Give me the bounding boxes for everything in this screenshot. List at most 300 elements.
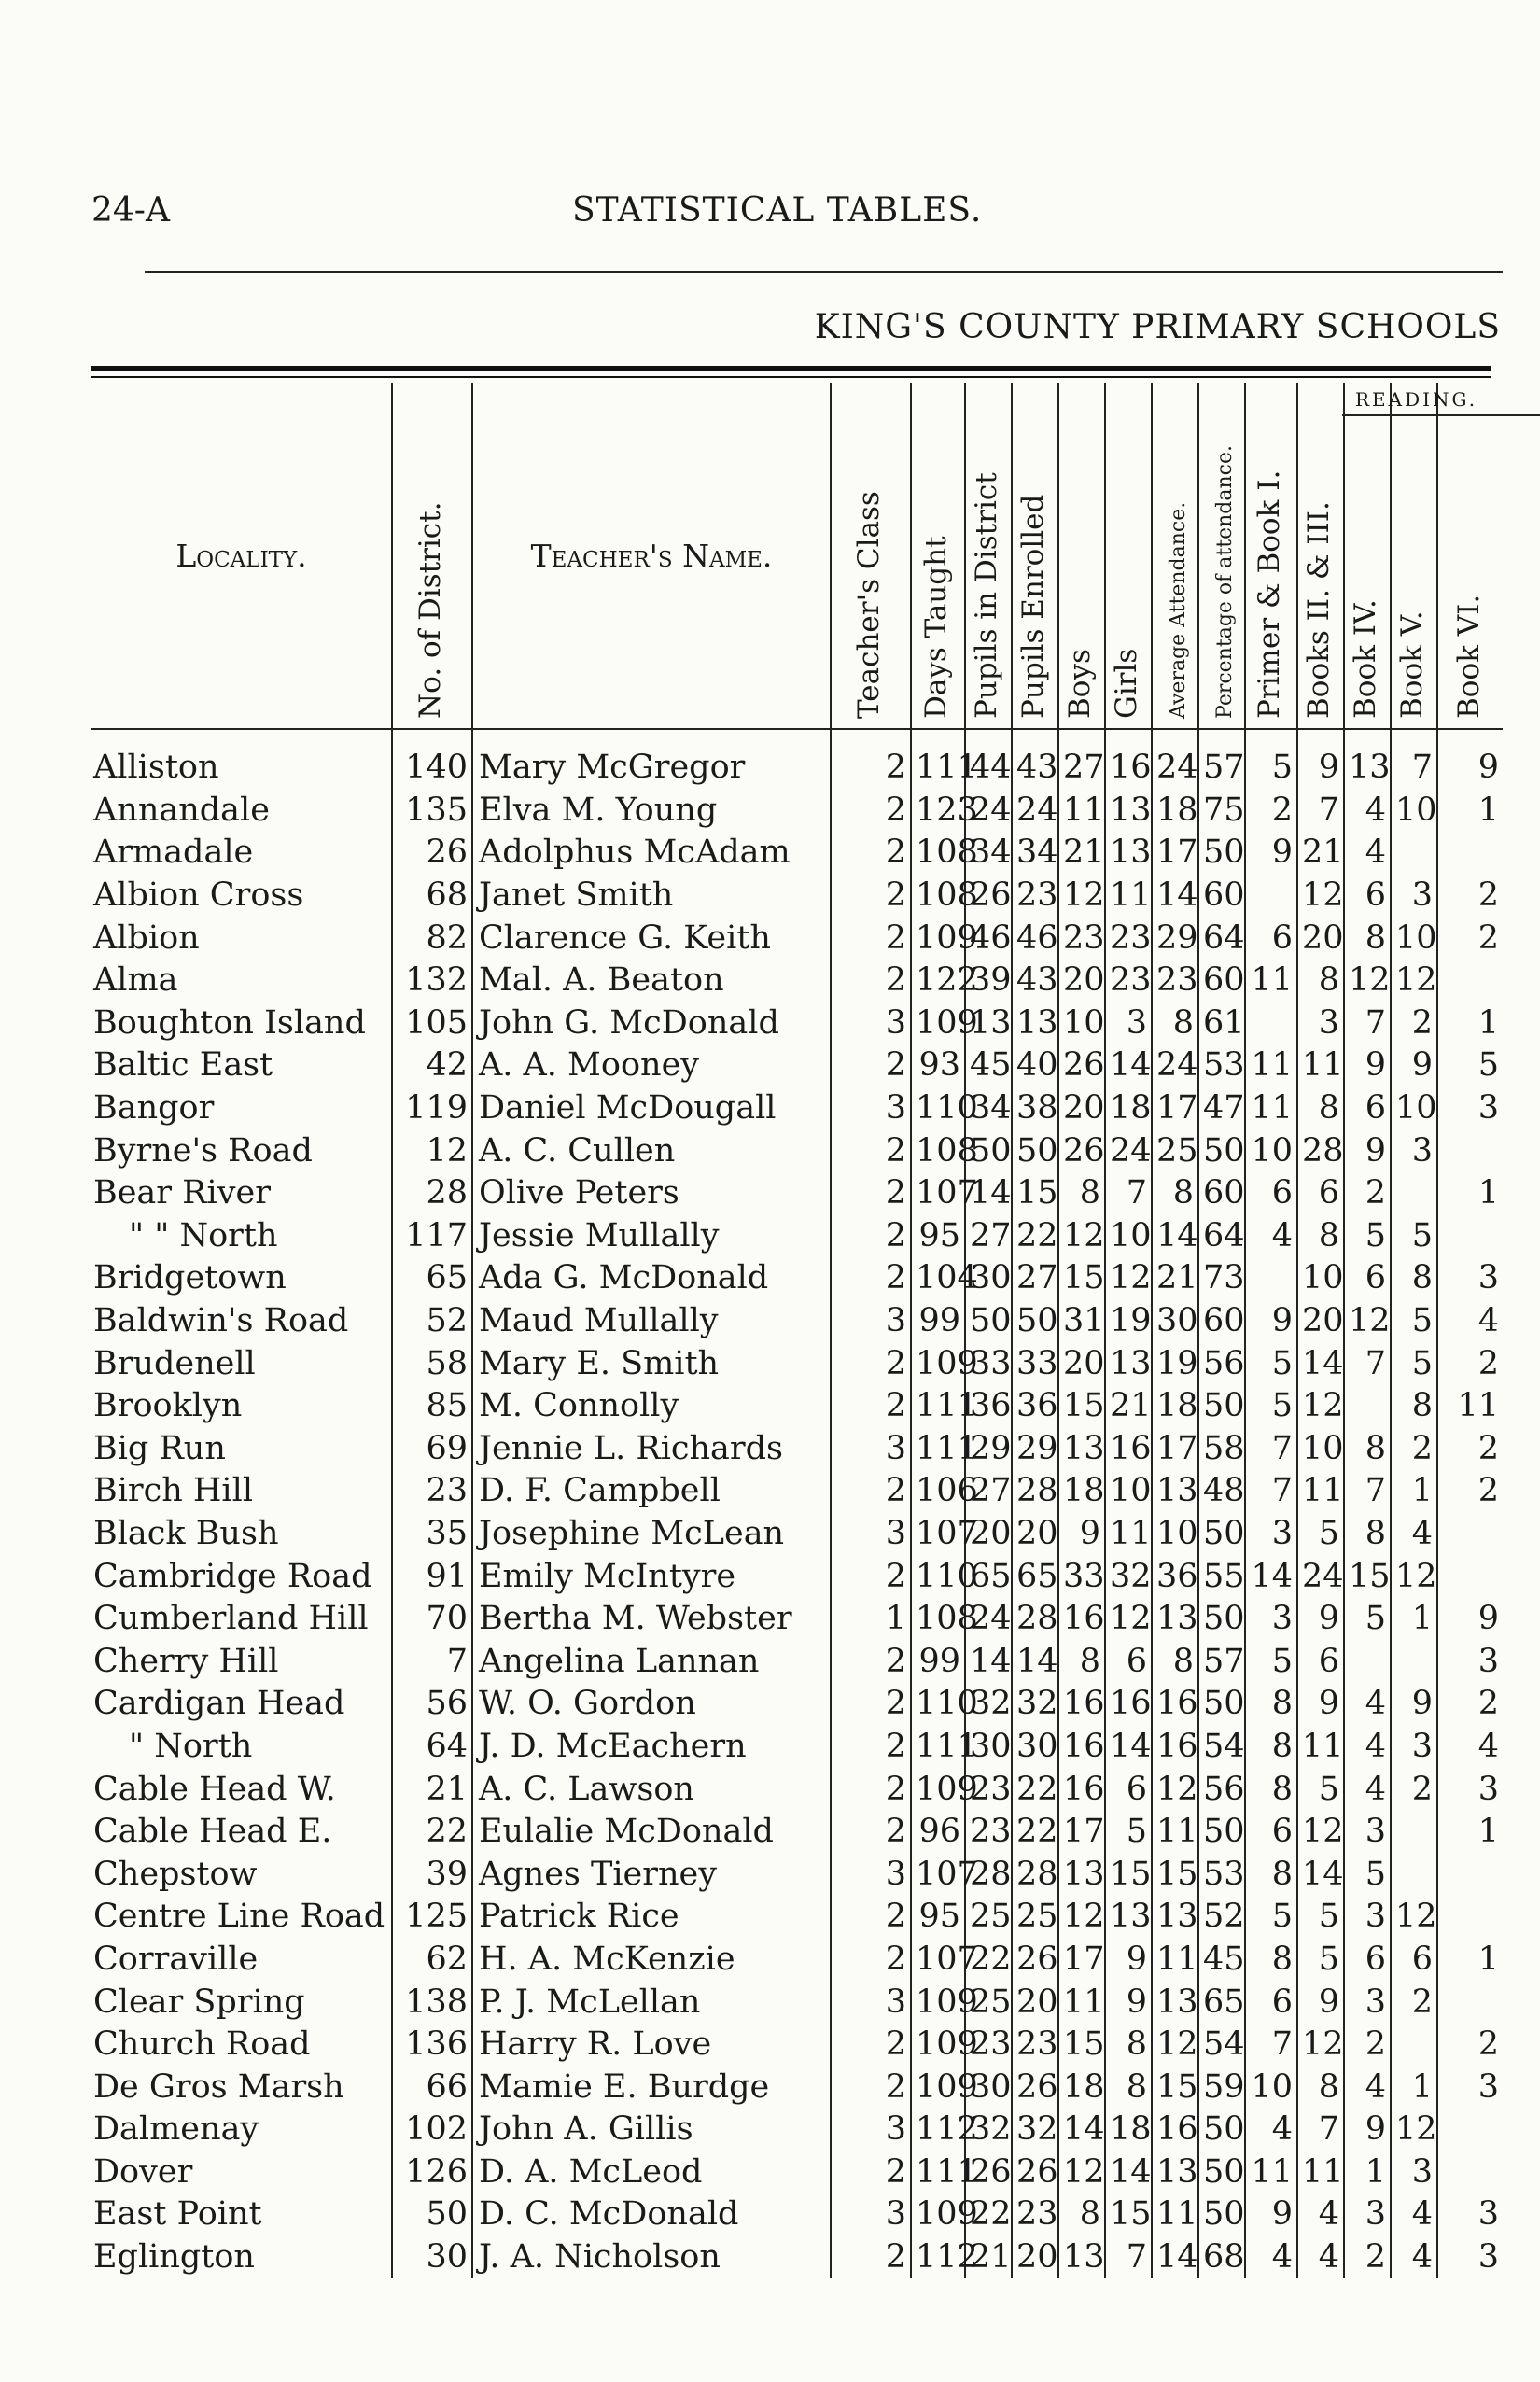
cell-locality: Baldwin's Road xyxy=(93,1302,349,1340)
cell-boys: 16 xyxy=(1058,1726,1105,1769)
table-row xyxy=(91,1981,1503,2024)
table-row xyxy=(91,2109,1503,2151)
cell-books-2-3: 5 xyxy=(1297,1939,1344,1982)
cell-book-4: 3 xyxy=(1344,1981,1391,2024)
cell-teacher-name: Harry R. Love xyxy=(472,2024,831,2067)
cell-locality: Armadale xyxy=(93,834,254,872)
cell-book-4: 6 xyxy=(1344,875,1391,918)
cell-pupils-enrolled: 22 xyxy=(1012,1811,1058,1854)
cell-girls: 23 xyxy=(1105,917,1152,960)
cell-pupils-enrolled: 28 xyxy=(1012,1853,1058,1896)
cell-teacher-name: Jessie Mullally xyxy=(472,1215,831,1258)
cell-book-6: 5 xyxy=(1437,1044,1503,1087)
statistics-table-wrapper xyxy=(91,383,1503,2278)
cell-teacher-class: 3 xyxy=(831,1002,911,1045)
cell-book-5: 2 xyxy=(1391,1002,1437,1045)
cell-pupils-enrolled: 23 xyxy=(1012,2193,1058,2236)
cell-book-4: 7 xyxy=(1344,1342,1391,1385)
cell-pupils-enrolled: 50 xyxy=(1012,1129,1058,1172)
table-row xyxy=(91,1683,1503,1726)
cell-primer-book1: 3 xyxy=(1245,1513,1297,1556)
cell-book-4: 8 xyxy=(1344,1513,1391,1556)
cell-boys: 13 xyxy=(1058,1853,1105,1896)
cell-days-taught: 104 xyxy=(911,1257,965,1300)
cell-teacher-name: Bertha M. Webster xyxy=(472,1598,831,1641)
table-row xyxy=(91,2193,1503,2236)
cell-book-5: 10 xyxy=(1391,1087,1437,1130)
table-row xyxy=(91,1726,1503,1769)
table-row xyxy=(91,1640,1503,1683)
cell-days-taught: 96 xyxy=(911,1811,965,1854)
cell-locality: Bridgetown xyxy=(93,1259,287,1297)
cell-boys: 13 xyxy=(1058,2236,1105,2279)
cell-books-2-3: 5 xyxy=(1297,1513,1344,1556)
cell-percentage-attendance: 48 xyxy=(1198,1470,1245,1513)
cell-girls: 11 xyxy=(1105,1513,1152,1556)
cell-primer-book1: 11 xyxy=(1245,1044,1297,1087)
table-row xyxy=(91,1044,1503,1087)
table-row xyxy=(91,2151,1503,2194)
cell-teacher-name: A. A. Mooney xyxy=(472,1044,831,1087)
cell-average-attendance: 18 xyxy=(1152,790,1198,833)
col-teacher-name: Teacher's Name. xyxy=(472,383,831,729)
cell-days-taught: 111 xyxy=(911,729,965,790)
cell-percentage-attendance: 50 xyxy=(1198,1811,1245,1854)
cell-primer-book1: 3 xyxy=(1245,1598,1297,1641)
cell-average-attendance: 16 xyxy=(1152,1726,1198,1769)
cell-teacher-class: 2 xyxy=(831,1811,911,1854)
cell-pupils-enrolled: 26 xyxy=(1012,1939,1058,1982)
table-row xyxy=(91,1853,1503,1896)
cell-primer-book1: 8 xyxy=(1245,1768,1297,1811)
cell-teacher-name: Mamie E. Burdge xyxy=(472,2066,831,2109)
cell-books-2-3: 14 xyxy=(1297,1342,1344,1385)
cell-days-taught: 111 xyxy=(911,1385,965,1428)
cell-pupils-enrolled: 20 xyxy=(1012,2236,1058,2279)
cell-pupils-in-district: 65 xyxy=(965,1555,1012,1598)
cell-locality: Cherry Hill xyxy=(93,1642,279,1680)
cell-book-5: 2 xyxy=(1391,1981,1437,2024)
cell-boys: 16 xyxy=(1058,1683,1105,1726)
table-row xyxy=(91,1385,1503,1428)
table-row xyxy=(91,1215,1503,1258)
cell-teacher-class: 3 xyxy=(831,1300,911,1343)
cell-book-4: 5 xyxy=(1344,1598,1391,1641)
cell-book-5: 1 xyxy=(1391,1470,1437,1513)
cell-percentage-attendance: 75 xyxy=(1198,790,1245,833)
cell-books-2-3: 9 xyxy=(1297,729,1344,790)
cell-percentage-attendance: 60 xyxy=(1198,960,1245,1002)
cell-pupils-in-district: 34 xyxy=(965,832,1012,875)
cell-locality: Brooklyn xyxy=(93,1387,243,1425)
cell-teacher-class: 2 xyxy=(831,1044,911,1087)
cell-book-4: 3 xyxy=(1344,1811,1391,1854)
cell-locality: Cable Head W. xyxy=(93,1770,336,1808)
cell-district-no: 102 xyxy=(392,2109,472,2151)
cell-percentage-attendance: 50 xyxy=(1198,832,1245,875)
cell-percentage-attendance: 50 xyxy=(1198,2193,1245,2236)
cell-book-6: 2 xyxy=(1437,875,1503,918)
cell-boys: 8 xyxy=(1058,1172,1105,1215)
table-top-rule-inner xyxy=(91,376,1491,378)
cell-locality: De Gros Marsh xyxy=(93,2067,344,2106)
cell-primer-book1: 5 xyxy=(1245,1342,1297,1385)
cell-books-2-3: 12 xyxy=(1297,1385,1344,1428)
cell-pupils-in-district: 30 xyxy=(965,1257,1012,1300)
cell-locality: Clear Spring xyxy=(93,1983,305,2021)
table-row xyxy=(91,729,1503,790)
cell-books-2-3: 12 xyxy=(1297,2024,1344,2067)
cell-locality: Eglington xyxy=(93,2238,255,2277)
cell-average-attendance: 14 xyxy=(1152,1215,1198,1258)
cell-boys: 14 xyxy=(1058,2109,1105,2151)
cell-boys: 17 xyxy=(1058,1811,1105,1854)
cell-boys: 23 xyxy=(1058,917,1105,960)
cell-books-2-3: 7 xyxy=(1297,2109,1344,2151)
cell-percentage-attendance: 50 xyxy=(1198,1513,1245,1556)
table-row xyxy=(91,1470,1503,1513)
cell-days-taught: 110 xyxy=(911,1087,965,1130)
cell-district-no: 22 xyxy=(392,1811,472,1854)
cell-pupils-enrolled: 33 xyxy=(1012,1342,1058,1385)
cell-book-4: 4 xyxy=(1344,1683,1391,1726)
cell-primer-book1: 5 xyxy=(1245,729,1297,790)
cell-locality: Big Run xyxy=(93,1429,226,1467)
cell-girls: 12 xyxy=(1105,1257,1152,1300)
cell-teacher-class: 2 xyxy=(831,917,911,960)
cell-teacher-class: 2 xyxy=(831,790,911,833)
cell-teacher-name: D. C. McDonald xyxy=(472,2193,831,2236)
cell-pupils-enrolled: 13 xyxy=(1012,1002,1058,1045)
table-row xyxy=(91,1257,1503,1300)
cell-primer-book1: 8 xyxy=(1245,1853,1297,1896)
cell-book-5: 4 xyxy=(1391,2236,1437,2279)
cell-district-no: 125 xyxy=(392,1896,472,1939)
cell-book-6 xyxy=(1437,960,1503,1002)
cell-girls: 8 xyxy=(1105,2024,1152,2067)
cell-average-attendance: 19 xyxy=(1152,1342,1198,1385)
cell-teacher-class: 2 xyxy=(831,1215,911,1258)
cell-days-taught: 122 xyxy=(911,960,965,1002)
reading-group-label: READING. xyxy=(1355,388,1478,411)
cell-pupils-in-district: 14 xyxy=(965,1172,1012,1215)
cell-book-6: 2 xyxy=(1437,2024,1503,2067)
cell-pupils-enrolled: 43 xyxy=(1012,729,1058,790)
cell-average-attendance: 11 xyxy=(1152,1939,1198,1982)
cell-book-5: 3 xyxy=(1391,1726,1437,1769)
header-rule xyxy=(145,271,1503,273)
cell-primer-book1: 6 xyxy=(1245,1172,1297,1215)
cell-primer-book1: 7 xyxy=(1245,2024,1297,2067)
cell-girls: 32 xyxy=(1105,1555,1152,1598)
cell-percentage-attendance: 57 xyxy=(1198,1640,1245,1683)
cell-district-no: 7 xyxy=(392,1640,472,1683)
running-title: STATISTICAL TABLES. xyxy=(572,191,983,230)
cell-primer-book1 xyxy=(1245,1002,1297,1045)
cell-primer-book1: 7 xyxy=(1245,1428,1297,1471)
cell-average-attendance: 23 xyxy=(1152,960,1198,1002)
cell-percentage-attendance: 61 xyxy=(1198,1002,1245,1045)
cell-book-4: 8 xyxy=(1344,917,1391,960)
cell-book-6: 11 xyxy=(1437,1385,1503,1428)
cell-book-6: 4 xyxy=(1437,1726,1503,1769)
cell-book-6 xyxy=(1437,1555,1503,1598)
cell-average-attendance: 15 xyxy=(1152,1853,1198,1896)
cell-district-no: 82 xyxy=(392,917,472,960)
cell-district-no: 65 xyxy=(392,1257,472,1300)
cell-boys: 16 xyxy=(1058,1598,1105,1641)
cell-district-no: 12 xyxy=(392,1129,472,1172)
table-row xyxy=(91,1172,1503,1215)
cell-book-4: 7 xyxy=(1344,1470,1391,1513)
cell-teacher-class: 3 xyxy=(831,1981,911,2024)
cell-book-5 xyxy=(1391,1640,1437,1683)
cell-boys: 16 xyxy=(1058,1768,1105,1811)
cell-pupils-enrolled: 15 xyxy=(1012,1172,1058,1215)
cell-boys: 26 xyxy=(1058,1129,1105,1172)
cell-district-no: 52 xyxy=(392,1300,472,1343)
cell-book-5 xyxy=(1391,1811,1437,1854)
col-boys: Boys xyxy=(1058,383,1105,729)
cell-book-6: 2 xyxy=(1437,1342,1503,1385)
table-row xyxy=(91,2024,1503,2067)
cell-book-4: 9 xyxy=(1344,1129,1391,1172)
cell-pupils-enrolled: 26 xyxy=(1012,2151,1058,2194)
cell-book-4: 4 xyxy=(1344,832,1391,875)
cell-district-no: 58 xyxy=(392,1342,472,1385)
cell-days-taught: 106 xyxy=(911,1470,965,1513)
cell-book-4: 2 xyxy=(1344,2024,1391,2067)
cell-boys: 9 xyxy=(1058,1513,1105,1556)
cell-teacher-name: J. A. Nicholson xyxy=(472,2236,831,2279)
cell-average-attendance: 18 xyxy=(1152,1385,1198,1428)
cell-pupils-in-district: 26 xyxy=(965,875,1012,918)
cell-books-2-3: 7 xyxy=(1297,790,1344,833)
cell-primer-book1: 11 xyxy=(1245,960,1297,1002)
cell-pupils-in-district: 13 xyxy=(965,1002,1012,1045)
cell-girls: 9 xyxy=(1105,1981,1152,2024)
cell-books-2-3: 8 xyxy=(1297,2066,1344,2109)
cell-boys: 18 xyxy=(1058,2066,1105,2109)
cell-district-no: 140 xyxy=(392,729,472,790)
cell-locality: Chepstow xyxy=(93,1855,258,1893)
cell-primer-book1: 6 xyxy=(1245,1981,1297,2024)
cell-pupils-enrolled: 25 xyxy=(1012,1896,1058,1939)
cell-teacher-name: H. A. McKenzie xyxy=(472,1939,831,1982)
cell-primer-book1: 6 xyxy=(1245,1811,1297,1854)
cell-teacher-name: John A. Gillis xyxy=(472,2109,831,2151)
cell-boys: 21 xyxy=(1058,832,1105,875)
cell-district-no: 119 xyxy=(392,1087,472,1130)
cell-average-attendance: 8 xyxy=(1152,1002,1198,1045)
cell-district-no: 135 xyxy=(392,790,472,833)
cell-book-6: 3 xyxy=(1437,1640,1503,1683)
cell-days-taught: 109 xyxy=(911,2024,965,2067)
cell-books-2-3: 14 xyxy=(1297,1853,1344,1896)
cell-pupils-in-district: 20 xyxy=(965,1513,1012,1556)
cell-locality: Boughton Island xyxy=(93,1003,366,1042)
cell-teacher-class: 2 xyxy=(831,729,911,790)
cell-percentage-attendance: 47 xyxy=(1198,1087,1245,1130)
cell-days-taught: 111 xyxy=(911,1428,965,1471)
cell-girls: 3 xyxy=(1105,1002,1152,1045)
cell-primer-book1 xyxy=(1245,875,1297,918)
cell-books-2-3: 24 xyxy=(1297,1555,1344,1598)
cell-pupils-enrolled: 14 xyxy=(1012,1640,1058,1683)
table-row xyxy=(91,1129,1503,1172)
cell-pupils-enrolled: 27 xyxy=(1012,1257,1058,1300)
cell-girls: 10 xyxy=(1105,1470,1152,1513)
cell-days-taught: 112 xyxy=(911,2109,965,2151)
cell-boys: 17 xyxy=(1058,1939,1105,1982)
cell-average-attendance: 16 xyxy=(1152,2109,1198,2151)
cell-teacher-class: 2 xyxy=(831,1768,911,1811)
cell-book-4: 8 xyxy=(1344,1428,1391,1471)
cell-primer-book1: 11 xyxy=(1245,1087,1297,1130)
cell-book-6: 1 xyxy=(1437,1172,1503,1215)
cell-pupils-in-district: 32 xyxy=(965,2109,1012,2151)
table-row xyxy=(91,1811,1503,1854)
col-locality: Locality. xyxy=(175,537,307,574)
cell-teacher-name: Emily McIntyre xyxy=(472,1555,831,1598)
cell-teacher-name: Adolphus McAdam xyxy=(472,832,831,875)
cell-locality: Birch Hill xyxy=(93,1472,254,1510)
cell-girls: 10 xyxy=(1105,1215,1152,1258)
cell-teacher-class: 3 xyxy=(831,1087,911,1130)
cell-teacher-class: 2 xyxy=(831,1726,911,1769)
cell-book-5: 4 xyxy=(1391,2193,1437,2236)
col-percentage-attendance: Percentage of attendance. xyxy=(1198,383,1245,729)
cell-girls: 11 xyxy=(1105,875,1152,918)
cell-book-5: 8 xyxy=(1391,1385,1437,1428)
cell-average-attendance: 8 xyxy=(1152,1640,1198,1683)
cell-teacher-name: A. C. Lawson xyxy=(472,1768,831,1811)
cell-average-attendance: 10 xyxy=(1152,1513,1198,1556)
cell-boys: 8 xyxy=(1058,1640,1105,1683)
cell-books-2-3: 9 xyxy=(1297,1981,1344,2024)
cell-book-4: 1 xyxy=(1344,2151,1391,2194)
cell-pupils-in-district: 36 xyxy=(965,1385,1012,1428)
cell-book-4: 5 xyxy=(1344,1215,1391,1258)
cell-pupils-in-district: 33 xyxy=(965,1342,1012,1385)
cell-girls: 14 xyxy=(1105,2151,1152,2194)
cell-pupils-in-district: 21 xyxy=(965,2236,1012,2279)
cell-boys: 8 xyxy=(1058,2193,1105,2236)
cell-book-6: 4 xyxy=(1437,1300,1503,1343)
cell-average-attendance: 13 xyxy=(1152,1470,1198,1513)
cell-pupils-in-district: 25 xyxy=(965,1981,1012,2024)
cell-locality: Cumberland Hill xyxy=(93,1600,369,1638)
cell-teacher-class: 2 xyxy=(831,1172,911,1215)
cell-book-6 xyxy=(1437,1513,1503,1556)
cell-pupils-in-district: 29 xyxy=(965,1428,1012,1471)
cell-pupils-enrolled: 50 xyxy=(1012,1300,1058,1343)
col-primer-book1: Primer & Book I. xyxy=(1245,383,1297,729)
cell-average-attendance: 30 xyxy=(1152,1300,1198,1343)
cell-pupils-in-district: 26 xyxy=(965,2151,1012,2194)
cell-percentage-attendance: 54 xyxy=(1198,1726,1245,1769)
cell-pupils-enrolled: 24 xyxy=(1012,790,1058,833)
cell-pupils-enrolled: 28 xyxy=(1012,1598,1058,1641)
cell-district-no: 39 xyxy=(392,1853,472,1896)
cell-primer-book1: 2 xyxy=(1245,790,1297,833)
cell-books-2-3: 11 xyxy=(1297,2151,1344,2194)
table-row xyxy=(91,2236,1503,2279)
cell-primer-book1: 5 xyxy=(1245,1385,1297,1428)
cell-book-4: 12 xyxy=(1344,960,1391,1002)
cell-locality: Cardigan Head xyxy=(93,1685,345,1723)
cell-teacher-name: Olive Peters xyxy=(472,1172,831,1215)
cell-book-6: 1 xyxy=(1437,1002,1503,1045)
cell-primer-book1: 10 xyxy=(1245,1129,1297,1172)
cell-teacher-name: J. D. McEachern xyxy=(472,1726,831,1769)
cell-book-6: 3 xyxy=(1437,1768,1503,1811)
cell-days-taught: 107 xyxy=(911,1853,965,1896)
col-book-6: Book VI. xyxy=(1437,383,1503,729)
cell-percentage-attendance: 56 xyxy=(1198,1768,1245,1811)
cell-boys: 10 xyxy=(1058,1002,1105,1045)
cell-primer-book1: 9 xyxy=(1245,2193,1297,2236)
cell-book-4: 6 xyxy=(1344,1257,1391,1300)
cell-books-2-3: 6 xyxy=(1297,1172,1344,1215)
cell-book-5 xyxy=(1391,2024,1437,2067)
cell-locality: Black Bush xyxy=(93,1514,279,1552)
cell-teacher-name: Mary McGregor xyxy=(472,729,831,790)
cell-pupils-in-district: 27 xyxy=(965,1215,1012,1258)
cell-teacher-class: 2 xyxy=(831,1640,911,1683)
cell-primer-book1: 4 xyxy=(1245,2236,1297,2279)
cell-primer-book1: 5 xyxy=(1245,1640,1297,1683)
table-body xyxy=(91,729,1503,2278)
col-book-5: Book V. xyxy=(1391,383,1437,729)
cell-books-2-3: 5 xyxy=(1297,1768,1344,1811)
cell-teacher-class: 2 xyxy=(831,1342,911,1385)
cell-days-taught: 109 xyxy=(911,1768,965,1811)
cell-teacher-class: 3 xyxy=(831,1428,911,1471)
cell-boys: 15 xyxy=(1058,1257,1105,1300)
cell-girls: 21 xyxy=(1105,1385,1152,1428)
cell-teacher-name: Angelina Lannan xyxy=(472,1640,831,1683)
cell-days-taught: 109 xyxy=(911,1981,965,2024)
cell-teacher-class: 2 xyxy=(831,1939,911,1982)
cell-book-5: 12 xyxy=(1391,2109,1437,2151)
cell-days-taught: 99 xyxy=(911,1300,965,1343)
cell-teacher-name: Clarence G. Keith xyxy=(472,917,831,960)
cell-girls: 14 xyxy=(1105,1044,1152,1087)
cell-district-no: 62 xyxy=(392,1939,472,1982)
cell-book-6 xyxy=(1437,1215,1503,1258)
table-row xyxy=(91,1300,1503,1343)
cell-boys: 15 xyxy=(1058,1385,1105,1428)
cell-book-5: 5 xyxy=(1391,1342,1437,1385)
cell-days-taught: 108 xyxy=(911,875,965,918)
cell-average-attendance: 15 xyxy=(1152,2066,1198,2109)
cell-boys: 18 xyxy=(1058,1470,1105,1513)
cell-pupils-enrolled: 32 xyxy=(1012,1683,1058,1726)
cell-average-attendance: 25 xyxy=(1152,1129,1198,1172)
cell-locality: Church Road xyxy=(93,2025,311,2064)
cell-girls: 9 xyxy=(1105,1939,1152,1982)
cell-book-4: 13 xyxy=(1344,729,1391,790)
col-pupils-in-district: Pupils in District xyxy=(965,383,1012,729)
section-title: KING'S COUNTY PRIMARY SCHOOLS xyxy=(814,308,1501,346)
cell-book-6 xyxy=(1437,1129,1503,1172)
cell-primer-book1: 8 xyxy=(1245,1726,1297,1769)
cell-girls: 18 xyxy=(1105,2109,1152,2151)
cell-average-attendance: 29 xyxy=(1152,917,1198,960)
cell-pupils-enrolled: 28 xyxy=(1012,1470,1058,1513)
cell-teacher-class: 2 xyxy=(831,2066,911,2109)
